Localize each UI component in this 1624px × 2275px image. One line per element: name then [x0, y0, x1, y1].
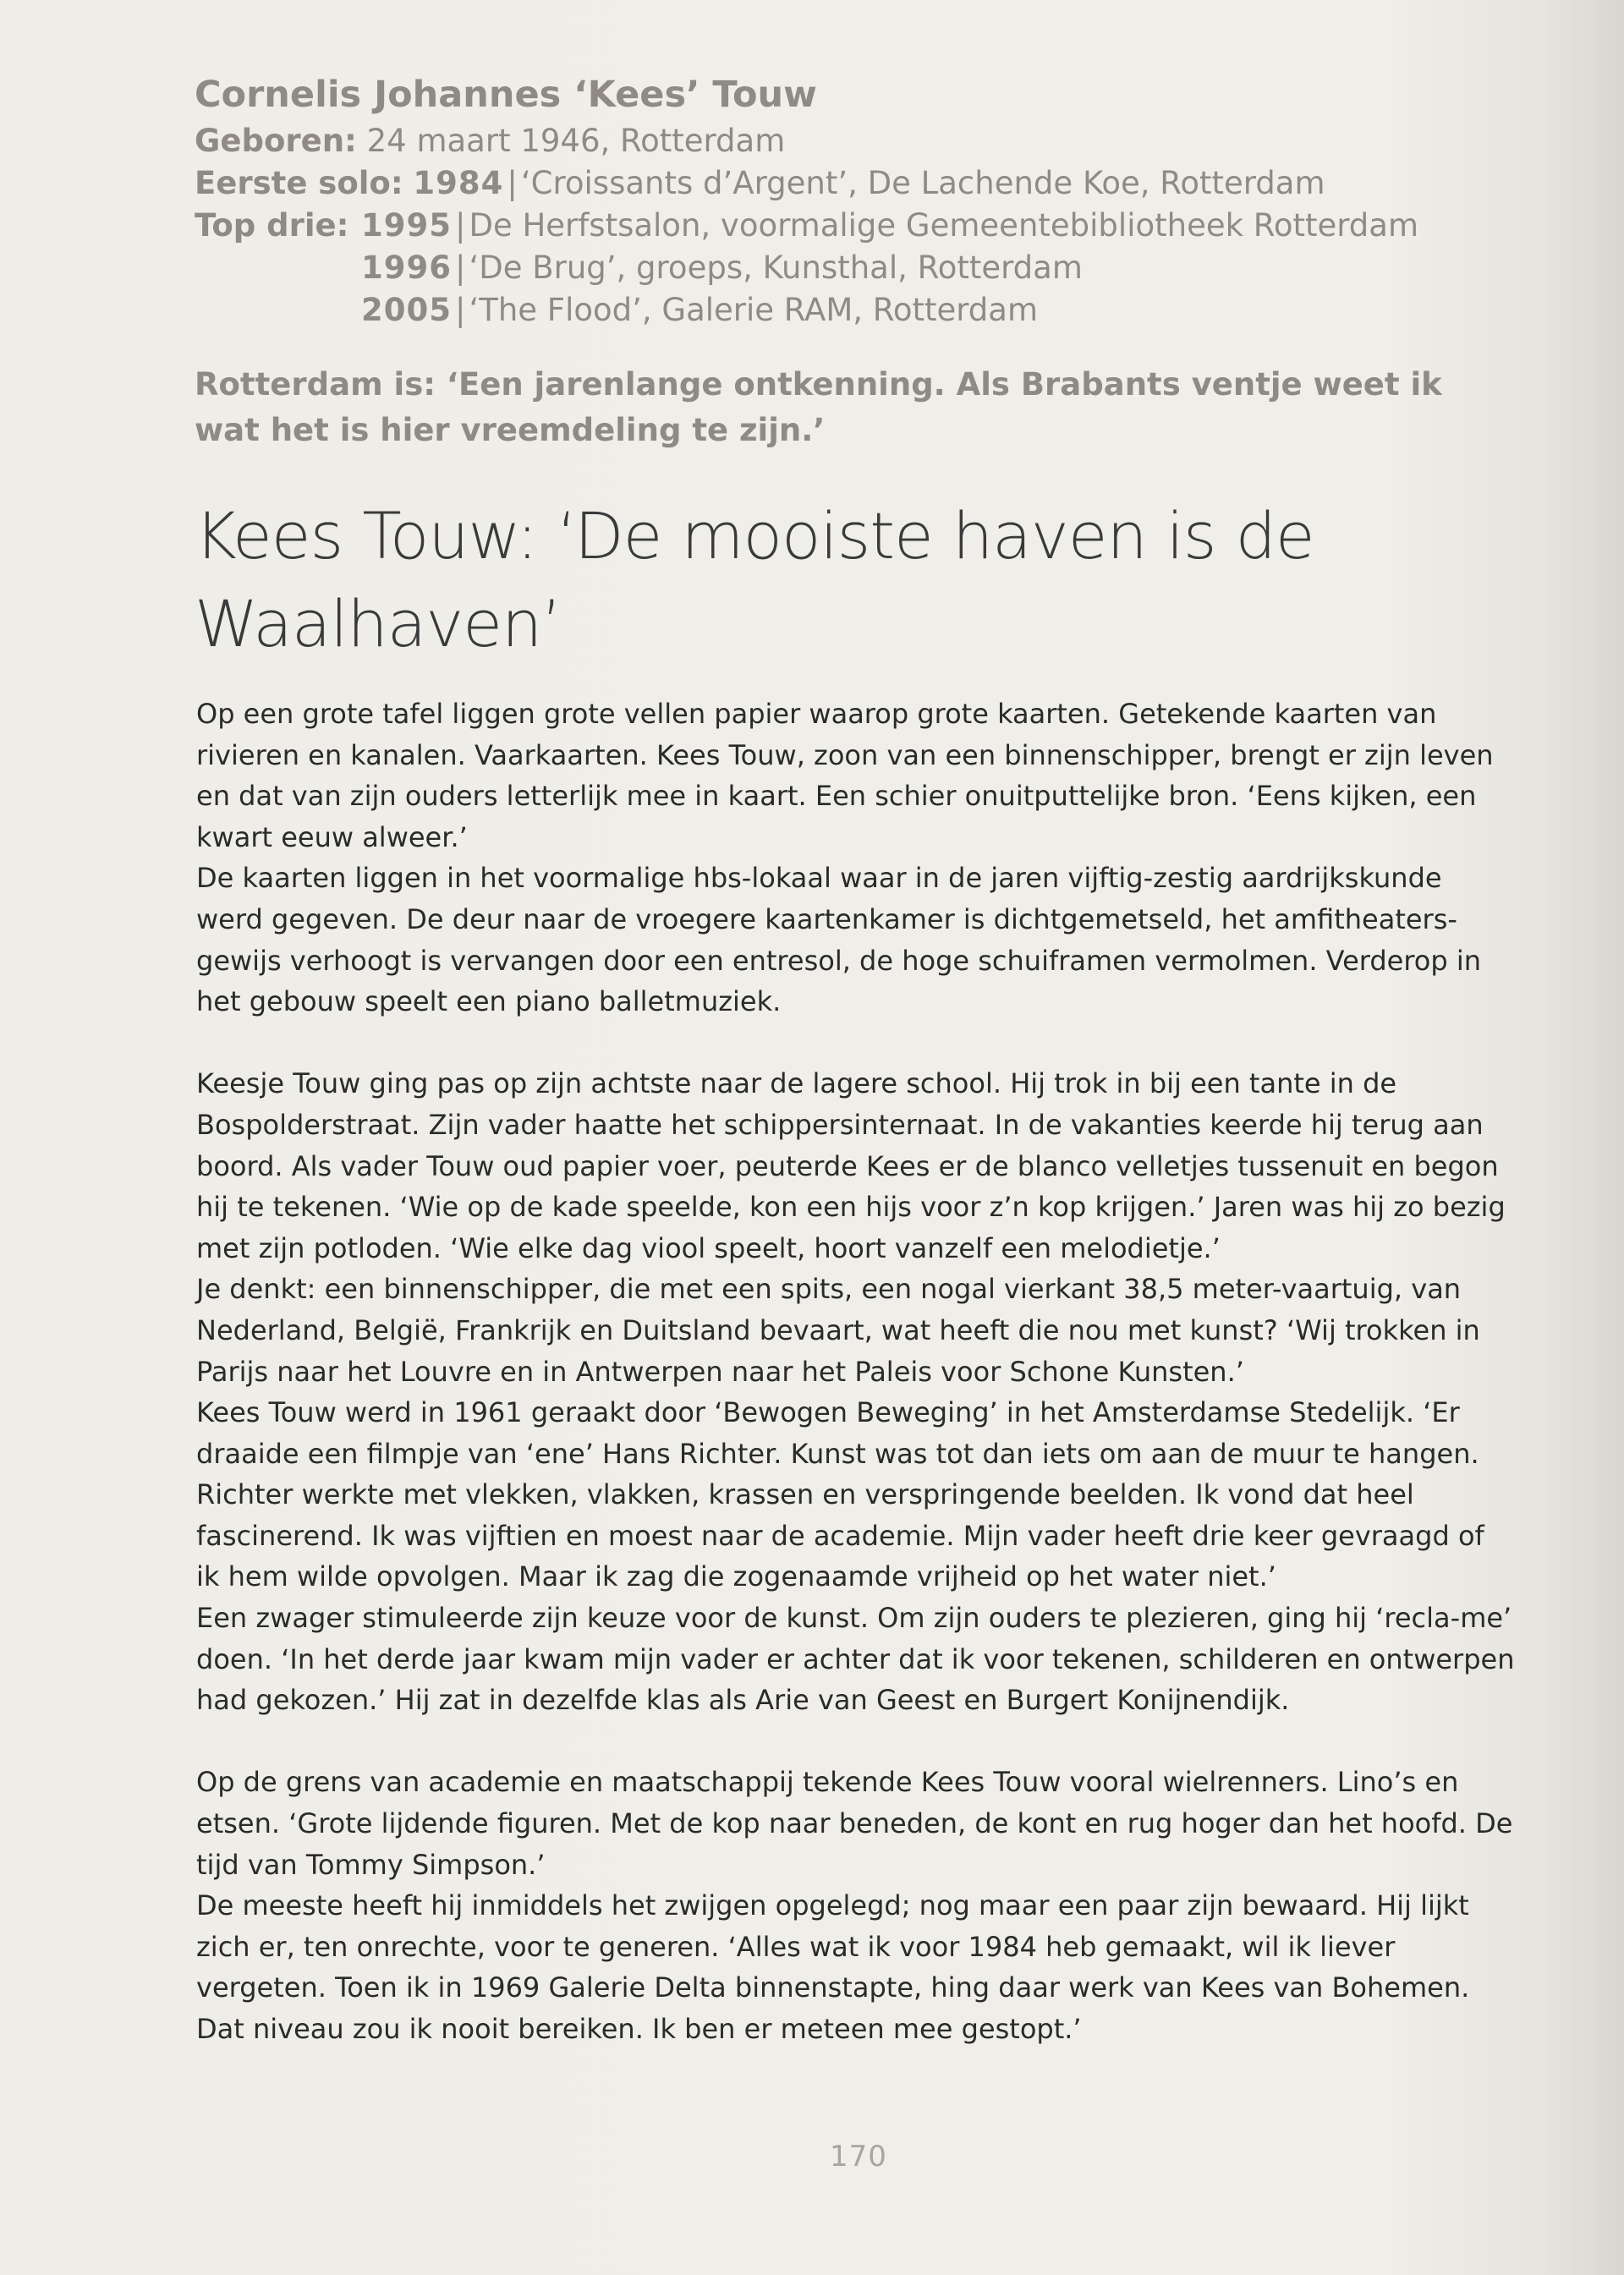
top-three-year: 1995 — [361, 207, 452, 244]
top-three-year: 2005 — [361, 292, 452, 328]
artist-name: Cornelis Johannes ‘Kees’ Touw — [195, 74, 817, 116]
paragraph-gap — [196, 1721, 1516, 1762]
bio-born-row — [195, 120, 1514, 162]
bio-top-three-row-1 — [195, 205, 1514, 247]
born-label: Geboren: — [195, 123, 357, 159]
bio-first-solo-row — [195, 162, 1514, 205]
article-headline: Kees Touw: ‘De mooiste haven is de Waalhaven’ — [195, 498, 1314, 661]
artist-bio — [195, 69, 1514, 332]
paragraph: Op een grote tafel liggen grote vellen papier waarop grote kaarten. Getekende kaarten van rivieren en kanalen. Vaarkaarten. Kees Touw, zoon van een binnenschipper, brengt er zijn leven en dat van zijn ouders letterlijk mee in kaart. Een schier onuitputtelijke bron. ‘Eens kijken, een kwart eeuw alweer.’ — [196, 698, 1494, 853]
first-solo-year: 1984 — [413, 165, 504, 201]
paragraph: Je denkt: een binnenschipper, die met een spits, een nogal vierkant 38,5 meter-vaartuig, van Nederland, België, Frankrijk en Duitsland bevaart, wat heeft die nou met kunst? ‘Wij trokken in Parijs naar het Louvre en in Antwerpen naar het Paleis voor Schone Kunsten.’ — [196, 1273, 1480, 1388]
top-three-label: Top drie: — [195, 207, 349, 244]
separator: | — [454, 292, 466, 328]
born-value: 24 maart 1946, Rotterdam — [366, 123, 786, 159]
paragraph: Op de grens van academie en maatschappij tekende Kees Touw vooral wielrenners. Lino’s en etsen. ‘Grote lijdende figuren. Met de kop naar beneden, de kont en rug hoger dan het hoofd. De tijd van Tommy Simpson.’ — [196, 1766, 1513, 1881]
paragraph: Kees Touw werd in 1961 geraakt door ‘Bewogen Beweging’ in het Amsterdamse Stedelijk. ‘Er draaide een filmpje van ‘ene’ Hans Richter. Kunst was tot dan iets om aan de muur te hangen. Richter werkte met vlekken, vlakken, krassen en verspringende beelden. Ik vond dat heel fascinerend. Ik was vijftien en moest naar de academie. Mijn vader heeft drie keer gevraagd of ik hem wilde opvolgen. Maar ik zag die zogenaamde vrijheid op het water niet.’ — [196, 1396, 1484, 1593]
indent-spacer — [195, 289, 361, 332]
bio-top-three-row-3 — [195, 289, 1514, 332]
article-body — [196, 693, 1516, 2050]
separator: | — [454, 249, 466, 286]
top-three-value: ‘The Flood’, Galerie RAM, Rotterdam — [469, 292, 1038, 328]
paragraph: Een zwager stimuleerde zijn keuze voor de kunst. Om zijn ouders te plezieren, ging hij ‘recla-me’ doen. ‘In het derde jaar kwam mijn vader er achter dat ik voor tekenen, schilderen en ontwerpen had gekozen.’ Hij zat in dezelfde klas als Arie van Geest en Burgert Konijnendijk. — [196, 1602, 1515, 1717]
top-three-year: 1996 — [361, 249, 452, 286]
paragraph: De meeste heeft hij inmiddels het zwijgen opgelegd; nog maar een paar zijn bewaard. Hij lijkt zich er, ten onrechte, voor te generen. ‘Alles wat ik voor 1984 heb gemaakt, wil ik liever vergeten. Toen ik in 1969 Galerie Delta binnenstapte, hing daar werk van Kees van Bohemen. Dat niveau zou ik nooit bereiken. Ik ben er meteen mee gestopt.’ — [196, 1889, 1470, 2045]
separator: | — [454, 207, 466, 244]
paragraph: Keesje Touw ging pas op zijn achtste naar de lagere school. Hij trok in bij een tante in de Bospolderstraat. Zijn vader haatte het schippersinternaat. In de vakanties keerde hij terug aan boord. Als vader Touw oud papier voer, peuterde Kees er de blanco velletjes tussenuit en begon hij te tekenen. ‘Wie op de kade speelde, kon een hijs voor z’n kop krijgen.’ Jaren was hij zo bezig met zijn potloden. ‘Wie elke dag viool speelt, hoort vanzelf een melodietje.’ — [196, 1067, 1506, 1264]
first-solo-label: Eerste solo: — [195, 165, 403, 201]
indent-spacer — [195, 247, 361, 289]
top-three-value: ‘De Brug’, groeps, Kunsthal, Rotterdam — [469, 249, 1083, 286]
page-number: 170 — [830, 2140, 887, 2174]
paragraph: De kaarten liggen in het voormalige hbs-lokaal waar in de jaren vijftig-zestig aardrijkskunde werd gegeven. De deur naar de vroegere kaartenkamer is dichtgemetseld, het amfitheaters-gewijs verhoogt is vervangen door een entresol, de hoge schuiframen vermolmen. Verderop in het gebouw speelt een piano balletmuziek. — [196, 862, 1482, 1018]
bio-top-three-row-2 — [195, 247, 1514, 289]
top-three-value: De Herfstsalon, voormalige Gemeentebibliotheek Rotterdam — [469, 207, 1419, 244]
paragraph-gap — [196, 1022, 1516, 1064]
rotterdam-quote: Rotterdam is: ‘Een jarenlange ontkenning. Als Brabants ventje weet ik wat het is hier vreemdeling te zijn.’ — [195, 366, 1442, 448]
separator: | — [507, 165, 518, 201]
first-solo-value: ‘Croissants d’Argent’, De Lachende Koe, Rotterdam — [520, 165, 1325, 201]
